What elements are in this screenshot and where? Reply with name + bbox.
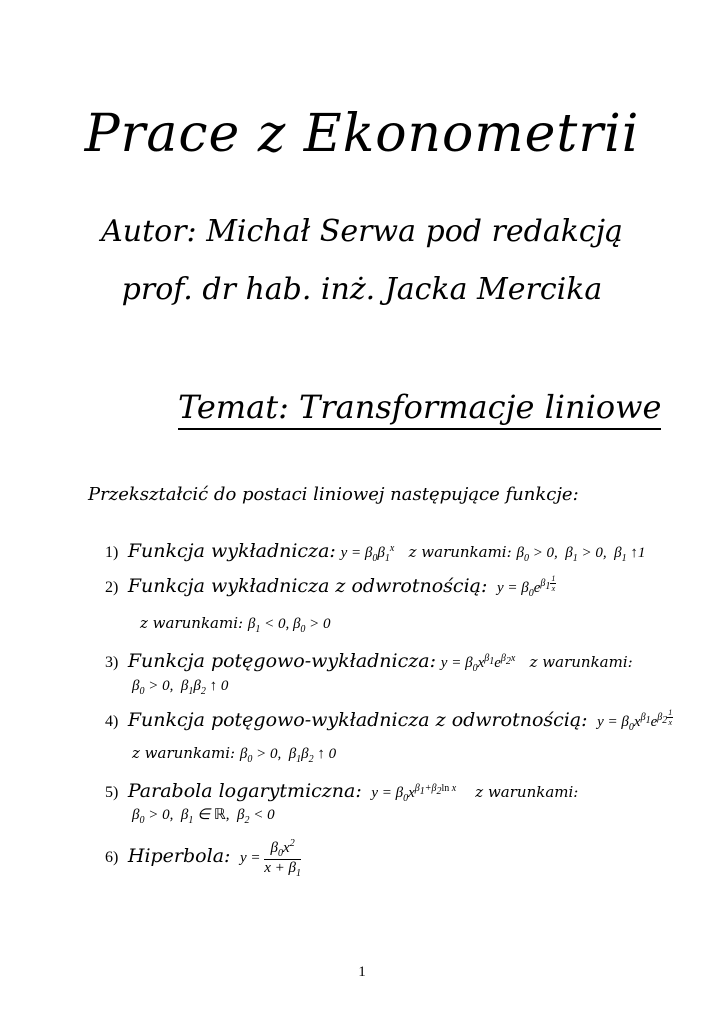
formula: y = $\frac{\beta_0x^2}{x + \beta_1}$	[239, 838, 302, 879]
item-number: 5)	[105, 784, 119, 801]
list-item-conditions	[132, 744, 336, 765]
formula: $y = \beta_0x^{\beta_1+\beta_2ln x}$	[371, 783, 457, 804]
item-number: 1)	[105, 544, 119, 561]
item-name: Parabola logarytmiczna:	[127, 780, 362, 802]
item-name: Funkcja wykładnicza:	[127, 540, 336, 562]
list-item	[105, 650, 633, 674]
condition-formula: $\beta_0 > 0$, $\beta_1\beta_2$ ↑ 0	[132, 678, 229, 697]
condition-label: z warunkami:	[475, 783, 579, 801]
condition-label: z warunkami:	[408, 543, 512, 561]
formula: $y = \beta_0\beta_1^x$	[340, 543, 395, 564]
item-number: 2)	[105, 578, 119, 596]
list-item	[105, 838, 301, 879]
item-number: 4)	[105, 712, 119, 730]
topic-heading: Temat: Transformacje liniowe	[178, 388, 661, 430]
document-title: Prace z Ekonometrii	[84, 104, 640, 164]
formula: $y = \beta_0e^{\beta_1 \frac{1}{x}}$	[496, 574, 556, 599]
list-item-conditions	[140, 614, 331, 635]
condition-label: z warunkami:	[140, 614, 244, 632]
list-item	[105, 708, 673, 733]
list-item	[105, 780, 578, 804]
instruction-text: Przekształcić do postaci liniowej następujące funkcje:	[88, 484, 579, 505]
list-item-conditions	[132, 805, 275, 826]
item-name: Funkcja potęgowo-wykładnicza:	[127, 650, 437, 672]
item-name: Funkcja wykładnicza z odwrotnością:	[127, 574, 488, 597]
condition-label: z warunkami:	[529, 653, 633, 671]
condition-formula: $\beta_0 > 0$, $\beta_1 > 0$, $\beta_1$ ↑1	[516, 545, 646, 564]
item-name: Funkcja potęgowo-wykładnicza z odwrotnością:	[127, 708, 588, 731]
condition-formula: $\beta_1 < 0$, $\beta_0 > 0$	[247, 616, 331, 635]
formula: $y = \beta_0x^{\beta_1}e^{\beta_2x}$	[440, 653, 516, 674]
condition-formula: $\beta_0 > 0$, $\beta_1\beta_2$ ↑ 0	[239, 746, 337, 765]
page-number: 1	[358, 964, 366, 980]
item-number: 3)	[105, 654, 119, 671]
item-number: 6)	[105, 848, 119, 866]
list-item	[105, 574, 556, 599]
formula: $y = \beta_0x^{\beta_1}e^{\beta_2 \frac{1}{x}}$	[597, 708, 673, 733]
list-item	[105, 540, 645, 564]
list-item-conditions	[132, 676, 228, 697]
condition-formula: $\beta_0 > 0$, $\beta_1$ ∈ ℝ, $\beta_2 < 0$	[132, 807, 275, 826]
item-name: Hiperbola:	[127, 844, 231, 867]
editor-line: prof. dr hab. inż. Jacka Mercika	[121, 272, 603, 307]
condition-label: z warunkami:	[132, 744, 236, 762]
author-line: Autor: Michał Serwa pod redakcją	[101, 214, 623, 249]
